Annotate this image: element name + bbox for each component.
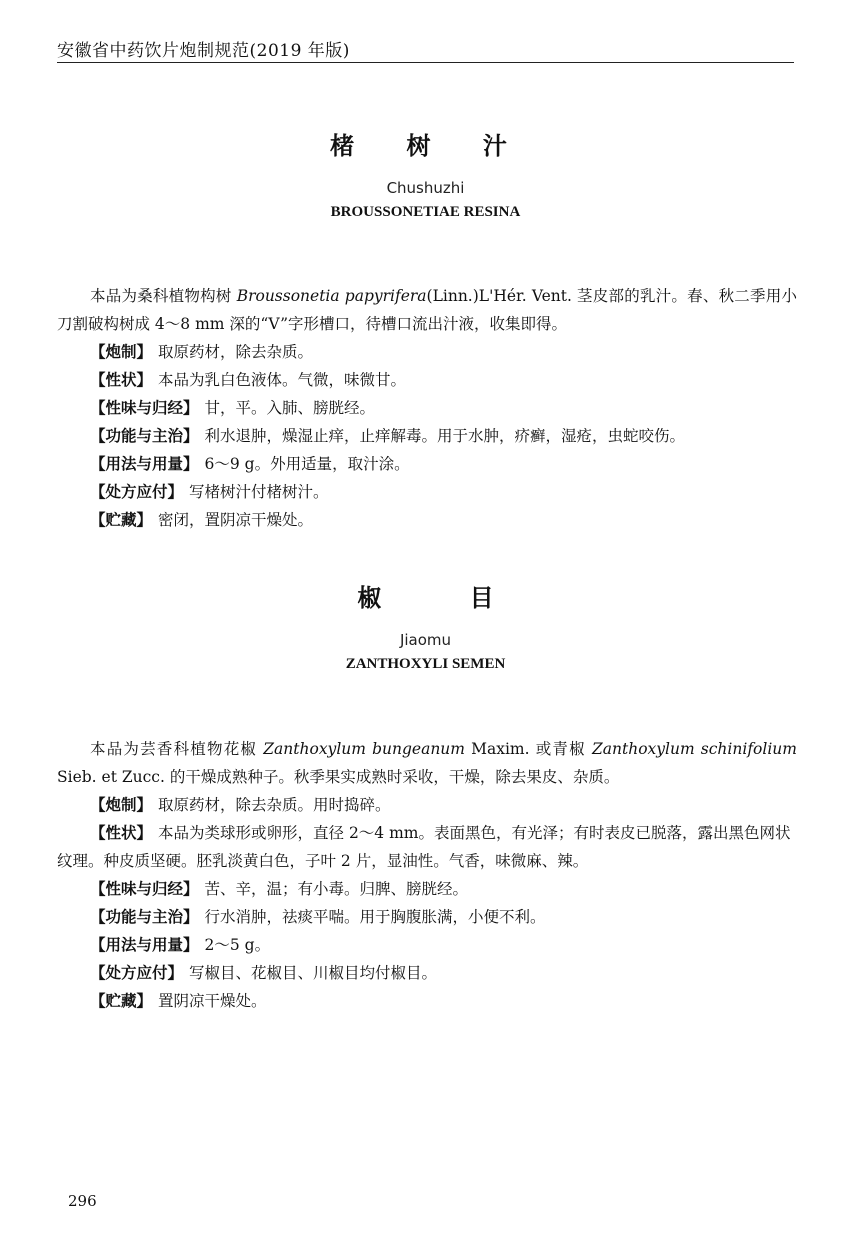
- monograph-latin-name: ZANTHOXYLI SEMEN: [345, 656, 506, 672]
- section-text: 甘，平。入肺、膀胱经。: [204, 399, 376, 417]
- section-text: 写椒目、花椒目、川椒目均付椒目。: [189, 964, 438, 982]
- monograph-heading-chushuzhi: [0, 128, 851, 222]
- section-label: 【用法与用量】: [90, 936, 199, 954]
- page-number: 296: [68, 1192, 97, 1210]
- section-text: 2～5 g。: [204, 936, 271, 954]
- section-text: 取原药材，除去杂质。用时捣碎。: [158, 796, 391, 814]
- intro-text: Maxim. 或青椒: [464, 740, 592, 758]
- section-label: 【性味与归经】: [90, 880, 199, 898]
- section-item: [57, 791, 797, 819]
- section-item: [57, 450, 797, 478]
- running-header: 安徽省中药饮片炮制规范(2019 年版): [57, 41, 350, 61]
- section-label: 【贮藏】: [90, 992, 153, 1010]
- section-text: 置阴凉干燥处。: [158, 992, 267, 1010]
- section-text: 取原药材，除去杂质。: [158, 343, 314, 361]
- section-text: 6～9 g。外用适量，取汁涂。: [204, 455, 410, 473]
- intro-text: 本品为芸香科植物花椒: [90, 740, 264, 758]
- section-item: [57, 987, 797, 1015]
- species-name: Zanthoxylum bungeanum: [263, 740, 465, 758]
- monograph-body-chushuzhi: [57, 282, 797, 534]
- monograph-heading-jiaomu: [0, 580, 851, 674]
- section-label: 【性味与归经】: [90, 399, 199, 417]
- section-label: 【功能与主治】: [90, 427, 199, 445]
- intro-paragraph: [57, 735, 797, 791]
- monograph-pinyin: Chushuzhi: [386, 179, 465, 197]
- section-item: [57, 959, 797, 987]
- section-item: [57, 394, 797, 422]
- section-text: 利水退肿，燥湿止痒，止痒解毒。用于水肿，疥癣，湿疮，虫蛇咬伤。: [204, 427, 686, 445]
- intro-text: (Linn.)L'Hér. Vent. 茎皮部的乳汁。春、秋二季用小刀割破构树成 4～8 mm 深的“V”字形槽口，待槽口流出汁液，收集即得。: [57, 287, 797, 333]
- section-item: [57, 478, 797, 506]
- section-item: [57, 819, 797, 875]
- section-item: [57, 366, 797, 394]
- section-text: 本品为乳白色液体。气微，味微甘。: [158, 371, 407, 389]
- monograph-pinyin: Jiaomu: [399, 631, 452, 649]
- section-item: [57, 875, 797, 903]
- section-label: 【性状】: [90, 824, 153, 842]
- section-label: 【用法与用量】: [90, 455, 199, 473]
- species-name: Broussonetia papyrifera: [236, 287, 427, 305]
- monograph-latin-name: BROUSSONETIAE RESINA: [330, 204, 521, 220]
- section-text: 苦、辛，温；有小毒。归脾、膀胱经。: [204, 880, 469, 898]
- section-label: 【处方应付】: [90, 964, 184, 982]
- monograph-title: 楮 树 汁: [330, 132, 521, 160]
- section-item: [57, 506, 797, 534]
- section-label: 【性状】: [90, 371, 153, 389]
- section-text: 本品为类球形或卵形，直径 2～4 mm。表面黑色，有光泽；有时表皮已脱落，露出黑色网状纹理。种皮质坚硬。胚乳淡黄白色，子叶 2 片，显油性。气香，味微麻、辣。: [57, 824, 791, 870]
- monograph-title: 椒 目: [357, 584, 534, 612]
- intro-text: 本品为桑科植物构树: [90, 287, 237, 305]
- section-text: 行水消肿，祛痰平喘。用于胸腹胀满，小便不利。: [204, 908, 546, 926]
- section-label: 【炮制】: [90, 343, 153, 361]
- section-item: [57, 338, 797, 366]
- section-label: 【炮制】: [90, 796, 153, 814]
- species-name: Zanthoxylum schinifolium: [591, 740, 797, 758]
- section-item: [57, 903, 797, 931]
- header-rule: [57, 62, 794, 63]
- section-label: 【功能与主治】: [90, 908, 199, 926]
- intro-text: Sieb. et Zucc. 的干燥成熟种子。秋季果实成熟时采收，干燥，除去果皮、杂质。: [57, 768, 620, 786]
- section-label: 【处方应付】: [90, 483, 184, 501]
- section-text: 写楮树汁付楮树汁。: [189, 483, 329, 501]
- section-item: [57, 422, 797, 450]
- section-item: [57, 931, 797, 959]
- section-text: 密闭，置阴凉干燥处。: [158, 511, 314, 529]
- section-label: 【贮藏】: [90, 511, 153, 529]
- intro-paragraph: [57, 282, 797, 338]
- monograph-body-jiaomu: [57, 735, 797, 1015]
